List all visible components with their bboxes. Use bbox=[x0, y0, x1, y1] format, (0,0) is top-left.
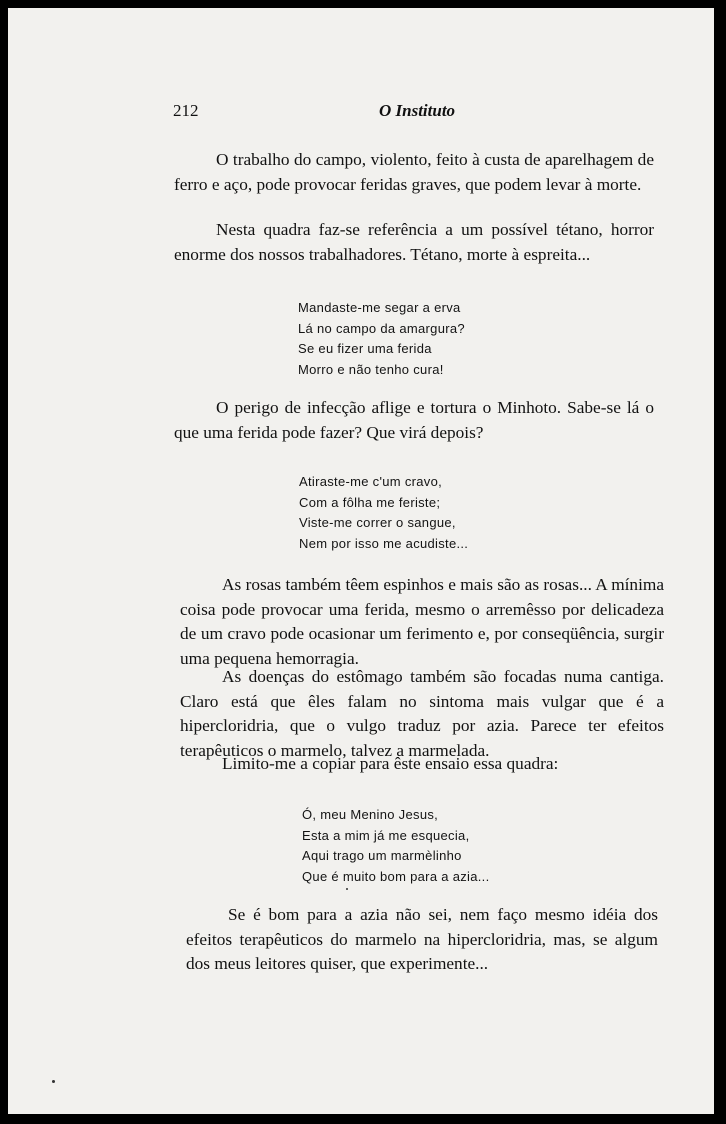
verse-quatrain-1 bbox=[298, 298, 465, 380]
paragraph-farm-work: O trabalho do campo, violento, feito à custa de aparelhagem de ferro e aço, pode provocar feridas graves, que podem levar à morte. bbox=[174, 150, 654, 194]
running-title: O Instituto bbox=[379, 101, 456, 120]
verse-line: Nem por isso me acudiste... bbox=[299, 535, 469, 551]
verse-line: Morro e não tenho cura! bbox=[298, 361, 444, 377]
paragraph-closing: Se é bom para a azia não sei, nem faço mesmo idéia dos efeitos terapêuticos do marmelo na hipercloridria, mas, se algum dos meus leitores quiser, que experimente... bbox=[186, 905, 658, 973]
verse-line: Que é muito bom para a azia... bbox=[302, 868, 490, 884]
paragraph-roses: As rosas também têem espinhos e mais são as rosas... A mínima coisa pode provocar uma ferida, mesmo o arremêsso por delicadeza de um cravo pode ocasionar um ferimento e, por conseqüência, surgir uma pequena hemorragia. bbox=[180, 575, 664, 668]
paragraph-infection: O perigo de infecção aflige e tortura o Minhoto. Sabe-se lá o que uma ferida pode fazer? Que virá depois? bbox=[174, 398, 654, 442]
verse-line: Ó, meu Menino Jesus, bbox=[302, 807, 439, 822]
verse-line: Com a fôlha me feriste; bbox=[299, 494, 441, 510]
book-page bbox=[8, 8, 714, 1114]
verse-line: Se eu fizer uma ferida bbox=[298, 341, 432, 356]
paper-speck bbox=[52, 1080, 55, 1083]
paragraph-tetanus: Nesta quadra faz-se referência a um possível tétano, horror enorme dos nossos trabalhadores. Tétano, morte à espreita... bbox=[174, 220, 654, 264]
verse-line: Viste-me correr o sangue, bbox=[299, 515, 456, 530]
verse-line: Lá no campo da amargura? bbox=[298, 320, 465, 336]
page-header bbox=[173, 101, 473, 123]
verse-line: Atiraste-me c'um cravo, bbox=[299, 474, 443, 489]
verse-line: Aqui trago um marmèlinho bbox=[302, 848, 462, 863]
verse-line: Mandaste-me segar a erva bbox=[298, 300, 461, 315]
verse-quatrain-2 bbox=[299, 472, 468, 554]
page-number: 212 bbox=[173, 101, 199, 120]
paper-speck bbox=[346, 888, 348, 890]
verse-line: Esta a mim já me esquecia, bbox=[302, 827, 470, 843]
paragraph-stomach: As doenças do estômago também são focadas numa cantiga. Claro está que êles falam no sintoma mais vulgar que é a hipercloridria, que o vulgo traduz por azia. Parece ter efeitos terapêuticos o marmelo, talvez a marmelada. bbox=[180, 667, 664, 760]
verse-quatrain-3 bbox=[302, 805, 489, 887]
paragraph-copy-quatrain: Limito-me a copiar para êste ensaio essa quadra: bbox=[222, 754, 559, 773]
